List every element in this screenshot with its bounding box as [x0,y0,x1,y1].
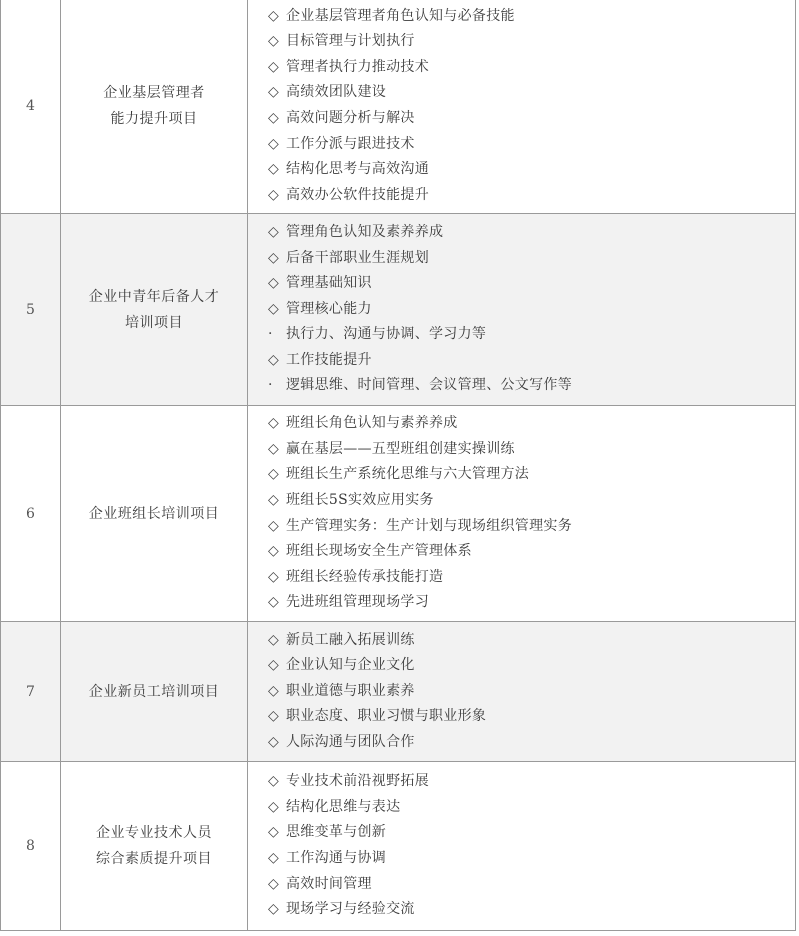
course-list-cell [248,0,796,214]
course-list-item [268,348,795,374]
table-row [1,214,796,406]
row-number: 4 [1,0,61,214]
bullet-marker: ◇ [268,798,280,815]
bullet-marker: ◇ [268,7,280,24]
course-list-item [268,373,795,399]
bullet-marker: ◇ [268,850,280,866]
course-item-text: 高效时间管理 [286,875,372,892]
bullet-marker: ◇ [268,901,280,918]
course-item-text: 思维变革与创新 [286,824,387,841]
table-body [1,0,796,931]
bullet-marker: ◇ [268,466,280,483]
course-item-text: 生产管理实务：生产计划与现场组织管理实务 [286,517,572,534]
course-item-text: 工作技能提升 [286,351,372,368]
bullet-marker: ◇ [268,249,280,266]
course-item-text: 班组长经验传承技能打造 [286,568,444,585]
course-list-cell [248,406,796,622]
row-number: 7 [1,622,61,762]
row-number: 5 [1,214,61,406]
project-name-cell [61,406,248,622]
course-list-item [268,55,795,81]
course-item-text: 高效办公软件技能提升 [286,186,429,203]
course-list-item [268,795,795,821]
bullet-marker: ◇ [268,773,280,790]
table-row [1,622,796,762]
project-name-cell [61,0,248,214]
course-list-item [268,679,795,705]
course-list-item [268,628,795,654]
course-item-text: 管理基础知识 [286,275,372,292]
course-list-item [268,437,795,463]
course-item-text: 工作沟通与协调 [286,850,387,866]
course-list-item [268,590,795,616]
course-list-item [268,297,795,323]
course-list-item [268,322,795,348]
project-name-line: 能力提升项目 [110,111,198,127]
course-item-text: 结构化思考与高效沟通 [286,161,429,178]
bullet-marker: ◇ [268,415,280,432]
course-item-text: 职业道德与职业素养 [286,682,415,699]
course-list-cell [248,762,796,931]
project-name-line: 企业专业技术人员 [96,825,212,841]
project-name-cell [61,762,248,931]
bullet-marker: ◇ [268,33,280,50]
bullet-marker: ◇ [268,440,280,457]
table-row [1,406,796,622]
project-name-line: 企业班组长培训项目 [88,505,220,522]
course-item-text: 管理角色认知及素养养成 [286,223,444,240]
course-list-item [268,132,795,158]
course-list-item [268,271,795,297]
course-item-text: 结构化思维与表达 [286,798,401,815]
course-list-item [268,488,795,514]
table-row [1,762,796,931]
project-name-line: 综合素质提升项目 [96,851,212,867]
course-list-item [268,704,795,730]
bullet-marker: ◇ [268,543,280,560]
bullet-marker: ◇ [268,135,280,152]
course-list-item [268,183,795,209]
course-item-text: 企业基层管理者角色认知与必备技能 [286,7,515,24]
course-item-text: 目标管理与计划执行 [286,33,415,50]
course-list-item [268,462,795,488]
course-item-text: 工作分派与跟进技术 [286,135,415,152]
project-name-line: 培训项目 [125,314,183,331]
bullet-marker: · [268,377,273,394]
bullet-marker: ◇ [268,491,280,508]
course-list-item [268,411,795,437]
bullet-marker: ◇ [268,223,280,240]
project-name-line: 企业基层管理者 [103,85,205,101]
course-list-item [268,872,795,898]
course-item-text: 执行力、沟通与协调、学习力等 [286,326,487,343]
course-item-text: 后备干部职业生涯规划 [286,249,429,266]
course-item-text: 专业技术前沿视野拓展 [286,773,429,790]
bullet-marker: ◇ [268,824,280,841]
course-item-text: 高绩效团队建设 [286,84,387,101]
bullet-marker: ◇ [268,568,280,585]
bullet-marker: ◇ [268,594,280,611]
course-list-item [268,4,795,30]
bullet-marker: ◇ [268,631,280,648]
bullet-marker: ◇ [268,275,280,292]
course-item-text: 逻辑思维、时间管理、会议管理、公文写作等 [286,377,572,394]
bullet-marker: ◇ [268,300,280,317]
course-item-text: 班组长角色认知与素养养成 [286,415,458,432]
bullet-marker: ◇ [268,708,280,725]
project-name-cell [61,622,248,762]
course-item-text: 现场学习与经验交流 [286,901,415,918]
course-list-cell [248,214,796,406]
bullet-marker: ◇ [268,84,280,101]
row-number: 6 [1,406,61,622]
course-list-item [268,246,795,272]
bullet-marker: ◇ [268,875,280,892]
course-list-item [268,769,795,795]
course-list-item [268,80,795,106]
bullet-marker: ◇ [268,682,280,699]
bullet-marker: ◇ [268,733,280,750]
project-name-line: 企业新员工培训项目 [88,683,220,700]
course-item-text: 企业认知与企业文化 [286,657,415,674]
course-item-text: 管理者执行力推动技术 [286,58,429,75]
bullet-marker: ◇ [268,161,280,178]
course-list-item [268,653,795,679]
table-row [1,0,796,214]
bullet-marker: ◇ [268,110,280,126]
course-item-text: 赢在基层——五型班组创建实操训练 [286,440,515,457]
course-list-item [268,106,795,132]
bullet-marker: ◇ [268,657,280,674]
course-item-text: 先进班组管理现场学习 [286,594,429,611]
course-list-item [268,820,795,846]
course-list-item [268,897,795,923]
bullet-marker: ◇ [268,186,280,203]
project-name-cell [61,214,248,406]
course-list-cell [248,622,796,762]
course-item-text: 管理核心能力 [286,300,372,317]
row-number: 8 [1,762,61,931]
bullet-marker: ◇ [268,517,280,534]
course-item-text: 人际沟通与团队合作 [286,733,415,750]
course-list-item [268,29,795,55]
project-name-line: 企业中青年后备人才 [88,288,220,305]
course-list-item [268,220,795,246]
course-list-item [268,730,795,756]
course-item-text: 新员工融入拓展训练 [286,631,415,648]
course-item-text: 班组长5S实效应用实务 [286,491,434,508]
course-item-text: 高效问题分析与解决 [286,110,415,126]
course-item-text: 班组长生产系统化思维与六大管理方法 [286,466,530,483]
course-list-item [268,846,795,872]
course-item-text: 班组长现场安全生产管理体系 [286,543,472,560]
course-list-item [268,565,795,591]
bullet-marker: · [268,326,273,343]
course-list-item [268,539,795,565]
bullet-marker: ◇ [268,58,280,75]
course-list-item [268,157,795,183]
bullet-marker: ◇ [268,351,280,368]
course-item-text: 职业态度、职业习惯与职业形象 [286,708,487,725]
course-list-item [268,514,795,540]
